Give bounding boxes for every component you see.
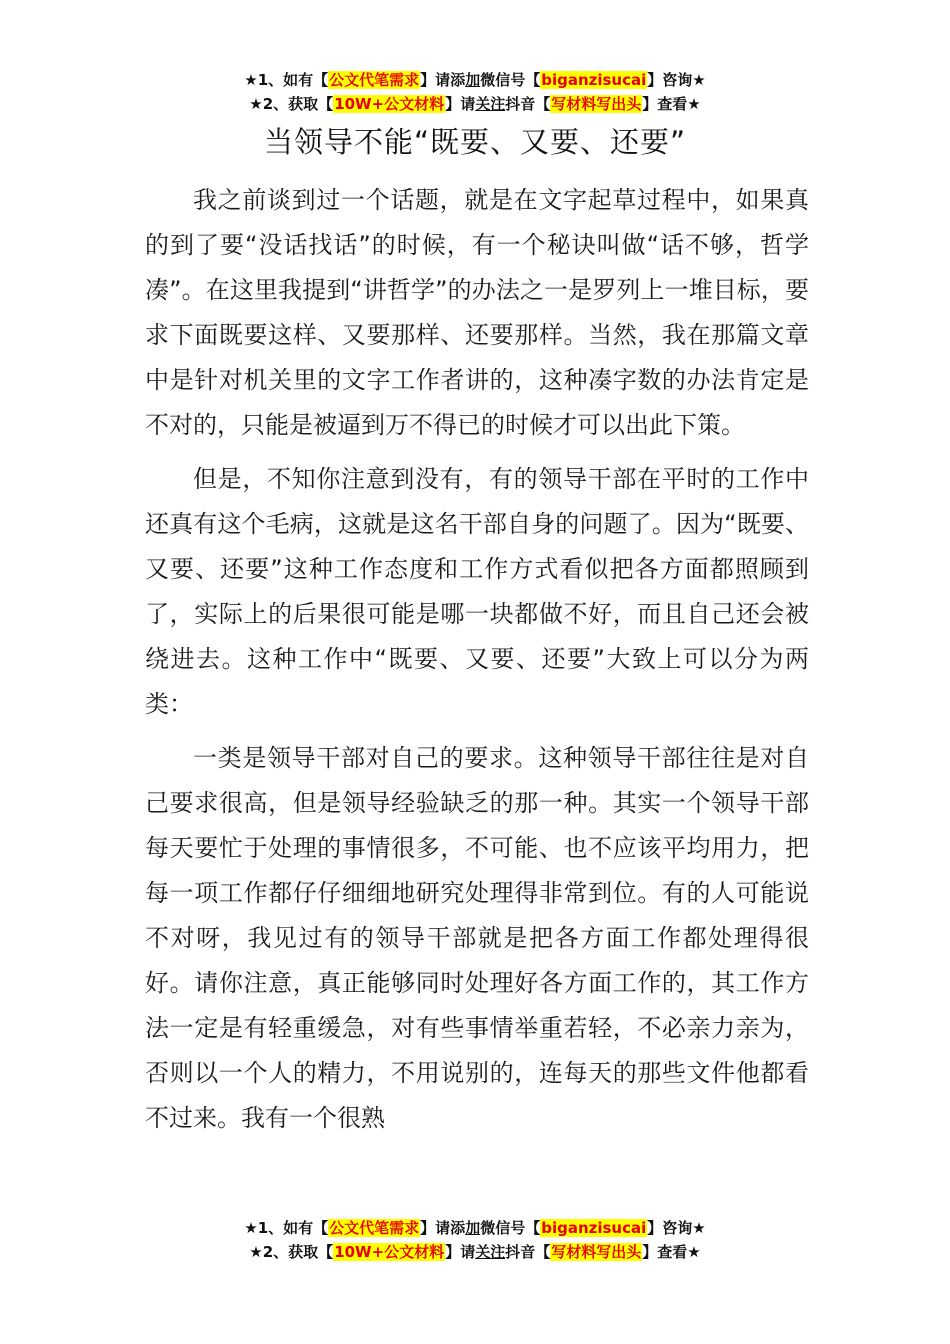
promo-text: 】请添 xyxy=(420,71,466,89)
highlight-service: 公文代笔需求 xyxy=(329,1219,420,1237)
promo-text: ★2、获取【 xyxy=(249,1243,334,1261)
highlight-service: 公文代笔需求 xyxy=(329,71,420,89)
promo-text: 】请 xyxy=(445,95,476,113)
promo-text: 】请 xyxy=(445,1243,476,1261)
promo-line-1 xyxy=(0,68,950,92)
highlight-douyin: 写材料写出头 xyxy=(551,95,642,113)
promo-text: 微信号【 xyxy=(480,1219,541,1237)
highlight-wechat-id: biganzisucai xyxy=(541,71,647,89)
promo-text: ★1、如有【 xyxy=(244,1219,329,1237)
promo-text: 】查看★ xyxy=(642,95,701,113)
paragraph: 但是，不知你注意到没有，有的领导干部在平时的工作中还真有这个毛病，这就是这名干部自身的问题了。因为“既要、又要、还要”这种工作态度和工作方式看似把各方面都照顾到了，实际上的后果很可能是哪一块都做不好，而且自己还会被绕进去。这种工作中“既要、又要、还要”大致上可以分为两类： xyxy=(145,465,809,718)
document-body xyxy=(145,178,809,1141)
promo-text: ★2、获取【 xyxy=(249,95,334,113)
promo-text: ★1、如有【 xyxy=(244,71,329,89)
promo-line-2 xyxy=(0,1240,950,1264)
promo-banner-bottom xyxy=(0,1216,950,1264)
promo-text: 加 xyxy=(465,71,481,89)
paragraph: 一类是领导干部对自己的要求。这种领导干部往往是对自己要求很高，但是领导经验缺乏的那一种。其实一个领导干部每天要忙于处理的事情很多，不可能、也不应该平均用力，把每一项工作都仔仔细细地研究处理得非常到位。有的人可能说不对呀，我见过有的领导干部就是把各方面工作都处理得很好。请你注意，真正能够同时处理好各方面工作的，其工作方法一定是有轻重缓急，对有些事情举重若轻，不必亲力亲为，否则以一个人的精力，不用说别的，连每天的那些文件他都看不过来。我有一个很熟 xyxy=(145,744,809,1132)
promo-text: 抖音【 xyxy=(505,1243,551,1261)
promo-line-1 xyxy=(0,1216,950,1240)
promo-text: 关注 xyxy=(475,1243,506,1261)
highlight-materials: 10W+公文材料 xyxy=(334,95,445,113)
promo-line-2 xyxy=(0,92,950,116)
document-title: 当领导不能“既要、又要、还要” xyxy=(263,125,687,159)
promo-text: 抖音【 xyxy=(505,95,551,113)
promo-text: 】咨询★ xyxy=(647,71,706,89)
promo-text: 加 xyxy=(465,1219,481,1237)
promo-text: 】请添 xyxy=(420,1219,466,1237)
highlight-materials: 10W+公文材料 xyxy=(334,1243,445,1261)
promo-text: 】咨询★ xyxy=(647,1219,706,1237)
promo-text: 关注 xyxy=(475,95,506,113)
promo-text: 微信号【 xyxy=(480,71,541,89)
promo-banner-top xyxy=(0,68,950,116)
highlight-wechat-id: biganzisucai xyxy=(541,1219,647,1237)
highlight-douyin: 写材料写出头 xyxy=(551,1243,642,1261)
paragraph: 我之前谈到过一个话题，就是在文字起草过程中，如果真的到了要“没话找话”的时候，有一个秘诀叫做“话不够，哲学凑”。在这里我提到“讲哲学”的办法之一是罗列上一堆目标，要求下面既要这样、又要那样、还要那样。当然，我在那篇文章中是针对机关里的文字工作者讲的，这种凑字数的办法肯定是不对的，只能是被逼到万不得已的时候才可以出此下策。 xyxy=(145,186,809,439)
promo-text: 】查看★ xyxy=(642,1243,701,1261)
